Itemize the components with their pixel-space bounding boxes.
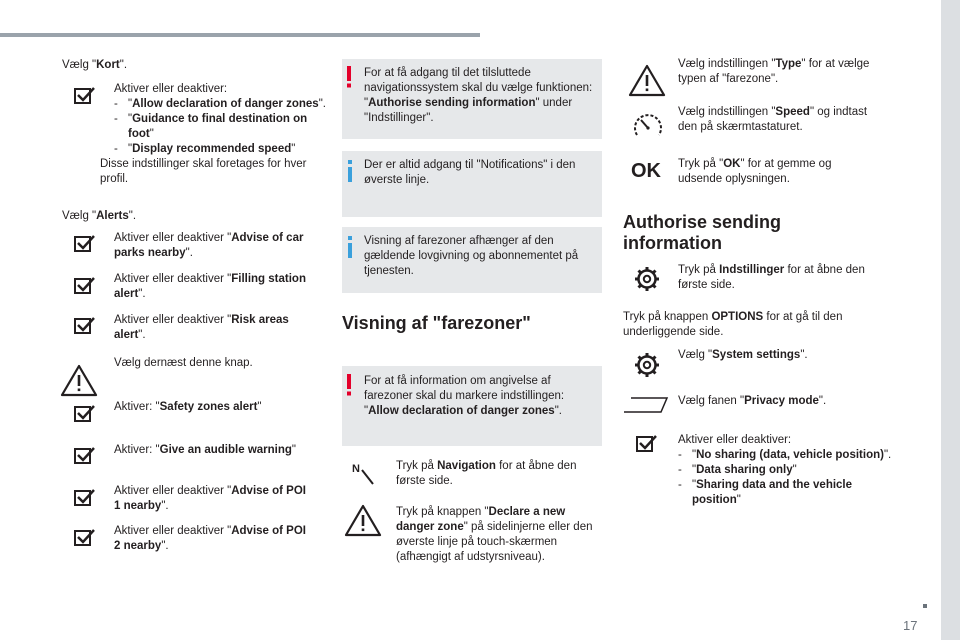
press-options-text: Tryk på knappen OPTIONS for at gå til den underliggende side. bbox=[623, 311, 843, 338]
press-ok-text: Tryk på "OK" for at gemme og udsende oplysningen. bbox=[678, 158, 832, 185]
page-marker bbox=[923, 604, 927, 608]
top-rule bbox=[0, 33, 480, 37]
checkbox-icon bbox=[74, 488, 96, 506]
checkbox-icon bbox=[74, 528, 96, 546]
checkbox-icon bbox=[74, 276, 96, 294]
checkbox-icon bbox=[74, 234, 96, 252]
section-heading: Visning af "farezoner" bbox=[342, 313, 531, 333]
checkbox-icon bbox=[74, 404, 96, 422]
note-authorise: For at få adgang til det tilsluttede navigationssystem skal du vælge funktionen: "Authorise sending information" under "Indstillinger". bbox=[364, 67, 593, 124]
side-tab bbox=[941, 0, 960, 640]
gear-icon bbox=[633, 265, 661, 293]
toggle-intro: Aktiver eller deaktiver: bbox=[114, 83, 228, 95]
tab-icon bbox=[623, 396, 669, 414]
warning-mark-icon bbox=[346, 374, 352, 396]
alert-row: Vælg dernæst denne knap. bbox=[114, 357, 253, 369]
toggle-intro: Aktiver eller deaktiver: bbox=[678, 434, 792, 446]
toggle-list-1 bbox=[100, 82, 326, 187]
toggle-item: - "Guidance to final destination on foot" bbox=[114, 113, 308, 140]
warning-icon bbox=[628, 64, 666, 97]
toggle-list-2 bbox=[678, 433, 893, 508]
checkbox-icon bbox=[74, 446, 96, 464]
note-notifications: Der er altid adgang til "Notifications" i den øverste linje. bbox=[364, 159, 576, 186]
warning-mark-icon bbox=[346, 66, 352, 88]
note-danger-zones: For at få information om angivelse af farezoner skal du markere indstillingen: "Allow declaration of danger zones". bbox=[364, 375, 565, 417]
profile-note: Disse indstillinger skal foretages for hver profil. bbox=[100, 158, 307, 185]
toggle-item: - "Data sharing only" bbox=[678, 464, 797, 476]
checkbox-icon bbox=[636, 434, 658, 452]
toggle-item: - "Allow declaration of danger zones". bbox=[114, 98, 326, 110]
select-speed-text: Vælg indstillingen "Speed" og indtast den på skærmtastaturet. bbox=[678, 106, 868, 133]
gear-icon bbox=[633, 351, 661, 379]
info-mark-icon bbox=[346, 160, 354, 182]
svg-text:N: N bbox=[352, 463, 360, 475]
section-heading: Authorise sending information bbox=[623, 212, 782, 253]
alert-row: Aktiver eller deaktiver "Advise of car parks nearby". bbox=[114, 232, 304, 259]
navigation-north-icon bbox=[351, 460, 377, 486]
alert-row: Aktiver eller deaktiver "Filling station alert". bbox=[114, 273, 306, 300]
select-map-text: Vælg "Kort". bbox=[62, 59, 128, 71]
toggle-item: - "No sharing (data, vehicle position)". bbox=[678, 449, 892, 461]
page-number: 17 bbox=[903, 618, 918, 633]
warning-icon bbox=[60, 364, 98, 397]
select-type-text: Vælg indstillingen "Type" for at vælge typen af "farezone". bbox=[678, 58, 870, 85]
step-navigation: Tryk på Navigation for at åbne den første side. bbox=[396, 460, 577, 487]
checkbox-icon bbox=[74, 86, 96, 104]
alert-row: Aktiver: "Safety zones alert" bbox=[114, 401, 262, 413]
select-privacy-tab-text: Vælg fanen "Privacy mode". bbox=[678, 395, 827, 407]
alert-row: Aktiver eller deaktiver "Advise of POI 1 nearby". bbox=[114, 485, 306, 512]
toggle-item: - "Display recommended speed" bbox=[114, 143, 296, 155]
alert-row: Aktiver eller deaktiver "Advise of POI 2 nearby". bbox=[114, 525, 306, 552]
warning-icon bbox=[344, 504, 382, 537]
select-system-settings-text: Vælg "System settings". bbox=[678, 349, 808, 361]
toggle-item: - "Sharing data and the vehicle position" bbox=[678, 479, 853, 506]
alert-row: Aktiver eller deaktiver "Risk areas alert". bbox=[114, 314, 289, 341]
select-alerts-text: Vælg "Alerts". bbox=[62, 210, 137, 222]
note-legislation: Visning af farezoner afhænger af den gældende lovgivning og abonnementet på tjenesten. bbox=[364, 235, 579, 277]
step-declare: Tryk på knappen "Declare a new danger zone" på sidelinjerne eller den øverste linje på touch-skærmen (afhængigt af udstyrsniveau). bbox=[396, 506, 593, 563]
speedometer-icon bbox=[632, 111, 664, 141]
press-settings-text: Tryk på Indstillinger for at åbne den første side. bbox=[678, 264, 865, 291]
checkbox-icon bbox=[74, 316, 96, 334]
alert-row: Aktiver: "Give an audible warning" bbox=[114, 444, 296, 456]
ok-icon: OK bbox=[631, 160, 661, 182]
info-mark-icon bbox=[346, 236, 354, 258]
